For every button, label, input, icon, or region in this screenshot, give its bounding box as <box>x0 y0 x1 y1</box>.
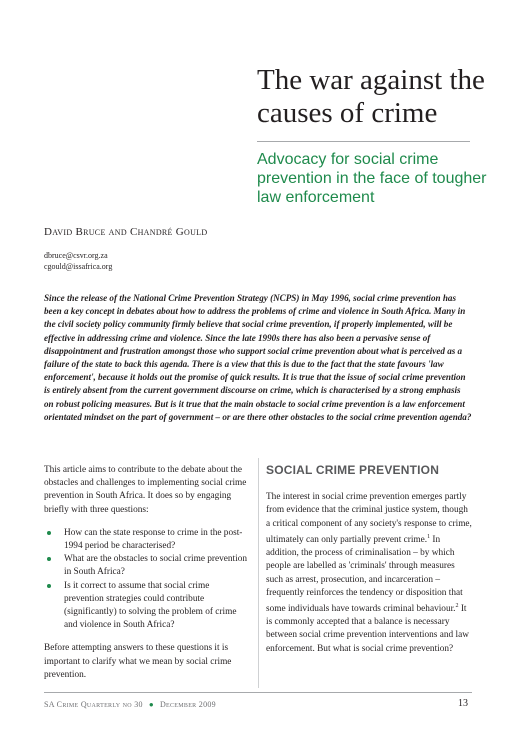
list-item: How can the state response to crime in the post-1994 period be characterised? <box>44 527 249 553</box>
closing-paragraph: Before attempting answers to these questions it is important to clarify what we mean by social crime prevention. <box>44 643 232 680</box>
footer-divider <box>44 692 472 693</box>
abstract: Since the release of the National Crime Prevention Strategy (NCPS) in May 1996, social crime prevention has been a key concept in debates about how to address the problems of crime and violence in South Africa. Many in the civil society policy community firmly believe that social crime prevention, if properly implemented, will be effective in addressing crime and violence. Since the late 1990s there has also been a pervasive sense of disappointment and frustration amongst those who support social crime prevention about what is perceived as a failure of the state to back this agenda. There is a view that this is due to the fact that the state favours 'law enforcement', because it holds out the promise of quick results. It is true that the issue of social crime prevention is entirely absent from the current government discourse on crime, which is characterised by a strong emphasis on robust policing measures. But is it true that the main obstacle to social crime prevention is a law enforcement orientated mindset on the part of government – or are there other obstacles to the social crime prevention agenda? <box>44 293 472 422</box>
page-number: 13 <box>458 698 468 709</box>
left-column <box>44 464 249 682</box>
list-item: Is it correct to assume that social crime prevention strategies could contribute (significantly) to solving the problem of crime and violence in South Africa? <box>44 580 249 633</box>
bullet-icon <box>47 531 51 535</box>
author-email-1[interactable]: dbruce@csvr.org.za <box>44 251 108 260</box>
author-emails <box>44 250 244 272</box>
footnote-ref-1[interactable]: 1 <box>427 533 431 540</box>
intro-paragraph: This article aims to contribute to the debate about the obstacles and challenges to implementing social crime prevention in South Africa. It does so by engaging briefly with three questions: <box>44 465 247 515</box>
journal-name: SA Crime Quarterly no 30 <box>44 700 143 709</box>
bullet-icon <box>47 557 51 561</box>
column-divider <box>258 458 259 688</box>
list-item: What are the obstacles to social crime prevention in South Africa? <box>44 553 249 579</box>
footer-dot-icon: ● <box>148 700 154 709</box>
right-column <box>266 464 472 656</box>
title-divider <box>257 141 470 142</box>
body-paragraph: The interest in social crime prevention emerges partly from evidence that the criminal justice system, though a critical component of any society's response to crime, ultimately can only partially prevent crime.$^1$ In addition, the process of criminalisation – by which people are labelled as 'criminals' through measures such as arrest, prosecution, and incarceration – frequently reinforces the tendency or disposition that some individuals have towards criminal behaviour.$^2$ It is commonly accepted that a balance is necessary between social crime prevention interventions and law enforcement. But what is social crime prevention? <box>266 492 472 654</box>
author-names: David Bruce and Chandré Gould <box>44 226 208 238</box>
article-title: The war against the causes of crime <box>257 64 485 129</box>
question-list <box>44 527 249 633</box>
article-subtitle: Advocacy for social crime prevention in the face of tougher law enforcement <box>257 151 487 206</box>
issue-date: December 2009 <box>159 700 216 709</box>
footer-journal <box>44 700 216 709</box>
section-heading: SOCIAL CRIME PREVENTION <box>266 463 440 477</box>
bullet-icon <box>47 584 51 588</box>
author-email-2[interactable]: cgould@issafrica.org <box>44 262 113 271</box>
footnote-ref-2[interactable]: 2 <box>455 602 459 609</box>
